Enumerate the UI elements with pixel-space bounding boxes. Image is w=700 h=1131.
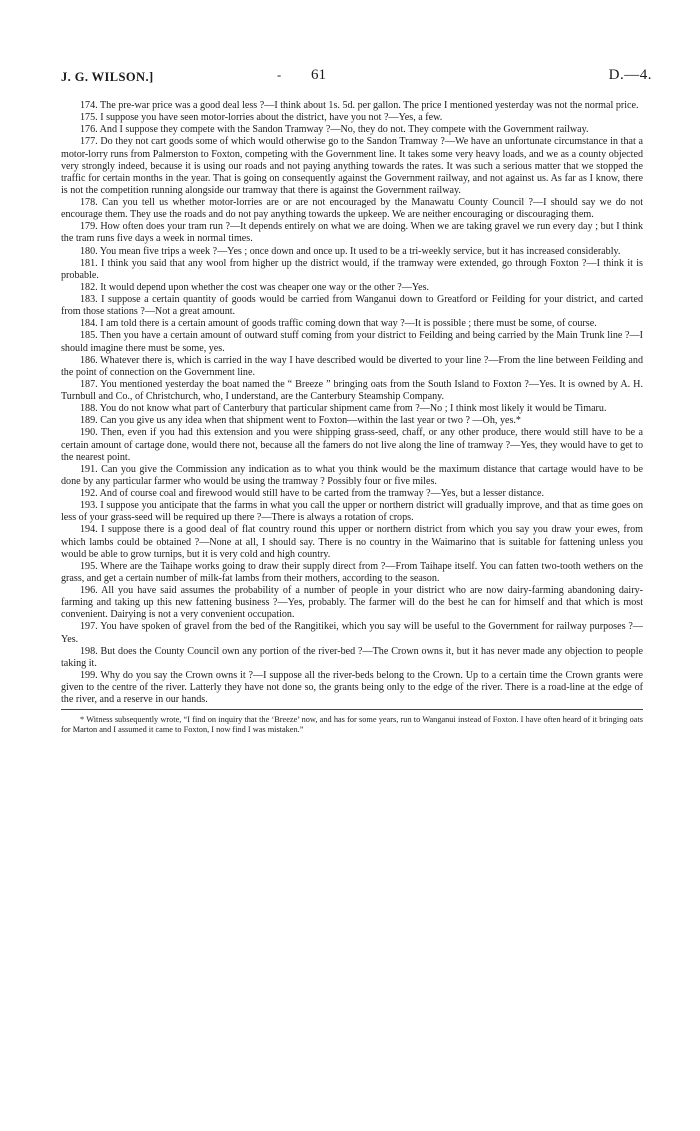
paragraph: 178. Can you tell us whether motor-lorries are or are not encouraged by the Manawatu County Council ?—I should say we do not encourage them. They use the roads and do not pay anything towards the upkeep. We are neither encouraging or discouraging them. bbox=[61, 197, 643, 221]
paragraph: 192. And of course coal and firewood would still have to be carted from the tramway ?—Yes, but a lesser distance. bbox=[80, 488, 545, 499]
paragraph: 183. I suppose a certain quantity of goods would be carried from Wanganui down to Greatford or Feilding for your district, and carted from those stations ?—Not a great amount. bbox=[61, 294, 643, 318]
paragraph: 197. You have spoken of gravel from the bed of the Rangitikei, which you say will be useful to the Government for railway purposes ?—Yes. bbox=[61, 621, 643, 645]
paragraph: 198. But does the County Council own any portion of the river-bed ?—The Crown owns it, but it has never made any objection to people taking it. bbox=[61, 645, 643, 669]
page bbox=[61, 67, 652, 735]
header-dash: - bbox=[277, 68, 282, 82]
paragraph: 191. Can you give the Commission any indication as to what you think would be the maximum distance that cartage would have to be done by any particular farmer who would be using the tramway ? Possibly four or five miles. bbox=[61, 463, 643, 487]
testimony-body bbox=[61, 100, 643, 706]
paragraph: 174. The pre-war price was a good deal less ?—I think about 1s. 5d. per gallon. The price I mentioned yesterday was not the normal price. bbox=[80, 100, 639, 111]
paragraph: 175. I suppose you have seen motor-lorries about the district, have you not ?—Yes, a few. bbox=[80, 112, 443, 124]
paragraph: 180. You mean five trips a week ?—Yes ; once down and once up. It used to be a tri-weekly service, but it has increased considerably. bbox=[80, 245, 621, 257]
witness-name: J. G. WILSON.] bbox=[61, 70, 154, 84]
paragraph: 184. I am told there is a certain amount of goods traffic coming down that way ?—It is possible ; there must be some, of course. bbox=[80, 318, 597, 330]
paragraph: 185. Then you have a certain amount of outward stuff coming from your district to Feilding and being carried by the Main Trunk line ?—I should imagine there must be some, yes. bbox=[61, 330, 643, 354]
paragraph: 189. Can you give us any idea when that shipment went to Foxton—within the last year or two ? —Oh, yes.* bbox=[80, 415, 521, 427]
paragraph: 194. I suppose there is a good deal of flat country round this upper or northern district from which you say you draw your ewes, from which lambs could be obtained ?—None at all, I should say. There is no country in the Waimarino that is suitable for fattening unless you would be able to grow turnips, but it is very cold and high country. bbox=[61, 524, 643, 560]
paragraph: 179. How often does your tram run ?—It depends entirely on what we are doing. When we are taking gravel we run every day ; but I think the tram runs five days a week in normal times. bbox=[61, 221, 643, 245]
paragraph: 181. I think you said that any wool from higher up the district would, if the tramway were extended, go through Foxton ?—I think it is probable. bbox=[61, 257, 643, 281]
paragraph: 186. Whatever there is, which is carried in the way I have described would be diverted to your line ?—From the line between Feilding and the point of connection on the Government line. bbox=[61, 354, 643, 378]
footnote-rule bbox=[61, 709, 643, 710]
footnote-text: * Witness subsequently wrote, “I find on inquiry that the ‘Breeze’ now, and has for some years, run to Wanganui instead of Foxton. I have often heard of it bringing oats for Marton and I assumed it came to Foxton, I now find I was mistaken.” bbox=[61, 715, 643, 735]
paragraph: 196. All you have said assumes the probability of a number of people in your district who are now dairy-farming abandoning dairy-farming and taking up this new fattening business ?—Yes, probably. The farmer will do the best he can for himself and that which is most convenient. Dairying is not a very convenient occupation. bbox=[61, 585, 643, 621]
footnote bbox=[61, 715, 643, 735]
page-header bbox=[61, 67, 652, 88]
paragraph: 195. Where are the Taihape works going to draw their supply direct from ?—From Taihape itself. You can fatten two-tooth wethers on the grass, and get a certain number of milk-fat lambs from their mothers, according to the season. bbox=[61, 560, 643, 584]
paragraph: 182. It would depend upon whether the cost was cheaper one way or the other ?—Yes. bbox=[80, 281, 430, 293]
paragraph: 188. You do not know what part of Canterbury that particular shipment came from ?—No ; I think most likely it would be Timaru. bbox=[80, 403, 607, 415]
document-code: D.—4. bbox=[608, 67, 652, 83]
paragraph: 177. Do they not cart goods some of which would otherwise go to the Sandon Tramway ?—We have an unfortunate circumstance in that a motor-lorry runs from Palmerston to Foxton, competing with the Government line. It takes some very heavy loads, and we as a county objected very strongly indeed, because it is using our roads and not paying anything towards the rates. It was such a serious matter that we stopped the traffic for certain months in the year. That is going on consequently against the Government railway, and not against us. As far as I know, there is not the competition running alongside our tramway that there is against the Government railway. bbox=[61, 136, 643, 196]
paragraph: 193. I suppose you anticipate that the farms in what you call the upper or northern district will gradually improve, and that as time goes on less of your grass-seed will be required up there ?—There is always a rotation of crops. bbox=[61, 500, 643, 524]
paragraph: 176. And I suppose they compete with the Sandon Tramway ?—No, they do not. They compete with the Government railway. bbox=[80, 124, 589, 136]
paragraph: 199. Why do you say the Crown owns it ?—I suppose all the river-beds belong to the Crown. Up to a certain time the Crown grants were given to the centre of the river. Latterly they have not done so, the grants being only to the edge of the river. There is a road-line at the edge of the river, and a reserve in our hands. bbox=[61, 669, 643, 706]
paragraph: 187. You mentioned yesterday the boat named the “ Breeze ” bringing oats from the South Island to Foxton ?—Yes. It is owned by A. H. Turnbull and Co., of Christchurch, who, I understand, are the Canterbury Steamship Company. bbox=[61, 378, 643, 402]
page-number: 61 bbox=[311, 67, 326, 83]
paragraph: 190. Then, even if you had this extension and you were shipping grass-seed, chaff, or any other produce, there would still have to be a certain amount of cartage done, would there not, because all the famers do not live along the line of tramway ?—Yes, they would have to get to the nearest point. bbox=[61, 427, 643, 463]
